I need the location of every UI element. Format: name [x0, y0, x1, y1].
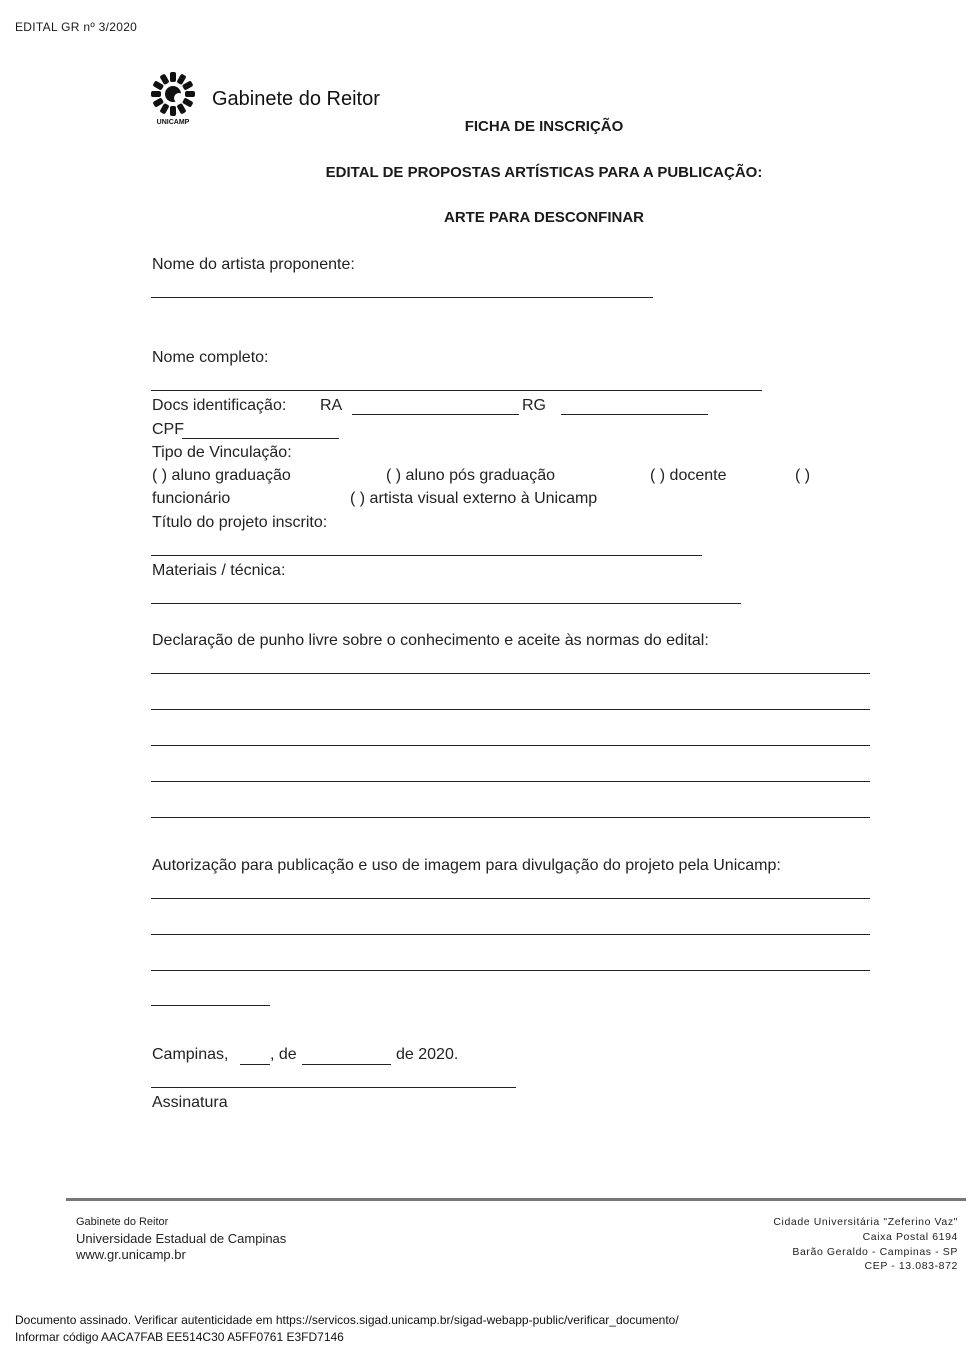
footer-cidade: Cidade Universitária "Zeferino Vaz"	[773, 1216, 958, 1228]
field-assinatura[interactable]	[151, 1087, 516, 1088]
field-declaracao-line[interactable]	[151, 745, 870, 746]
option-funcionario-box[interactable]: ( )	[795, 467, 811, 484]
footer-website-link[interactable]: www.gr.unicamp.br	[76, 1247, 186, 1262]
field-dia[interactable]	[240, 1064, 270, 1065]
label-cpf: CPF	[152, 421, 184, 438]
label-nome-completo: Nome completo:	[152, 349, 269, 366]
label-ra: RA	[320, 397, 343, 414]
option-funcionario-label: funcionário	[152, 490, 231, 507]
field-materiais[interactable]	[151, 603, 741, 604]
field-autorizacao-line[interactable]	[151, 934, 870, 935]
option-aluno-graduacao[interactable]: ( ) aluno graduação	[152, 467, 291, 484]
field-cpf[interactable]	[182, 438, 339, 439]
field-titulo-projeto[interactable]	[151, 555, 702, 556]
label-tipo-vinculacao: Tipo de Vinculação:	[152, 444, 292, 461]
footer-gabinete: Gabinete do Reitor	[76, 1216, 169, 1228]
edital-code: EDITAL GR nº 3/2020	[15, 20, 138, 34]
field-declaracao-line[interactable]	[151, 709, 870, 710]
field-declaracao-line[interactable]	[151, 673, 870, 674]
label-de: , de	[270, 1046, 297, 1063]
signature-code: Informar código AACA7FAB EE514C30 A5FF0761 E3FD7146	[15, 1330, 344, 1344]
brand-name: Gabinete do Reitor	[212, 88, 380, 110]
field-nome-artista[interactable]	[151, 297, 653, 298]
field-mes[interactable]	[302, 1064, 391, 1065]
field-declaracao-line[interactable]	[151, 781, 870, 782]
footer-cep: CEP - 13.083-872	[864, 1260, 958, 1272]
footer-caixa-postal: Caixa Postal 6194	[862, 1231, 958, 1243]
footer-barao-geraldo: Barão Geraldo - Campinas - SP	[792, 1246, 958, 1258]
label-docs: Docs identificação:	[152, 397, 287, 414]
field-declaracao-line[interactable]	[151, 817, 870, 818]
label-titulo-projeto: Título do projeto inscrito:	[152, 514, 328, 531]
field-autorizacao-line[interactable]	[151, 898, 870, 899]
field-autorizacao-line[interactable]	[151, 970, 870, 971]
field-rg[interactable]	[561, 414, 708, 415]
logo-text: UNICAMP	[156, 119, 190, 126]
label-assinatura: Assinatura	[152, 1094, 228, 1111]
option-artista-externo[interactable]: ( ) artista visual externo à Unicamp	[350, 490, 598, 507]
field-autorizacao-line[interactable]	[151, 1005, 270, 1006]
option-aluno-pos-graduacao[interactable]: ( ) aluno pós graduação	[386, 467, 555, 484]
label-materiais: Materiais / técnica:	[152, 562, 286, 579]
signature-verification: Documento assinado. Verificar autenticidade em https://servicos.sigad.unicamp.br/sigad-webapp-public/verificar_documento/	[15, 1313, 679, 1327]
field-ra[interactable]	[352, 414, 519, 415]
title-edital: EDITAL DE PROPOSTAS ARTÍSTICAS PARA A PUBLICAÇÃO:	[325, 164, 763, 181]
label-declaracao: Declaração de punho livre sobre o conhecimento e aceite às normas do edital:	[152, 632, 709, 649]
footer-universidade: Universidade Estadual de Campinas	[76, 1231, 287, 1246]
option-docente[interactable]: ( ) docente	[650, 467, 727, 484]
title-arte: ARTE PARA DESCONFINAR	[443, 209, 644, 226]
title-ficha: FICHA DE INSCRIÇÃO	[464, 118, 624, 135]
label-autorizacao: Autorização para publicação e uso de imagem para divulgação do projeto pela Unicamp:	[152, 857, 781, 874]
label-campinas: Campinas,	[152, 1046, 229, 1063]
label-ano: de 2020.	[396, 1046, 459, 1063]
label-rg: RG	[522, 397, 546, 414]
footer-divider	[66, 1198, 966, 1201]
field-nome-completo[interactable]	[151, 390, 762, 391]
label-nome-artista: Nome do artista proponente:	[152, 256, 355, 273]
